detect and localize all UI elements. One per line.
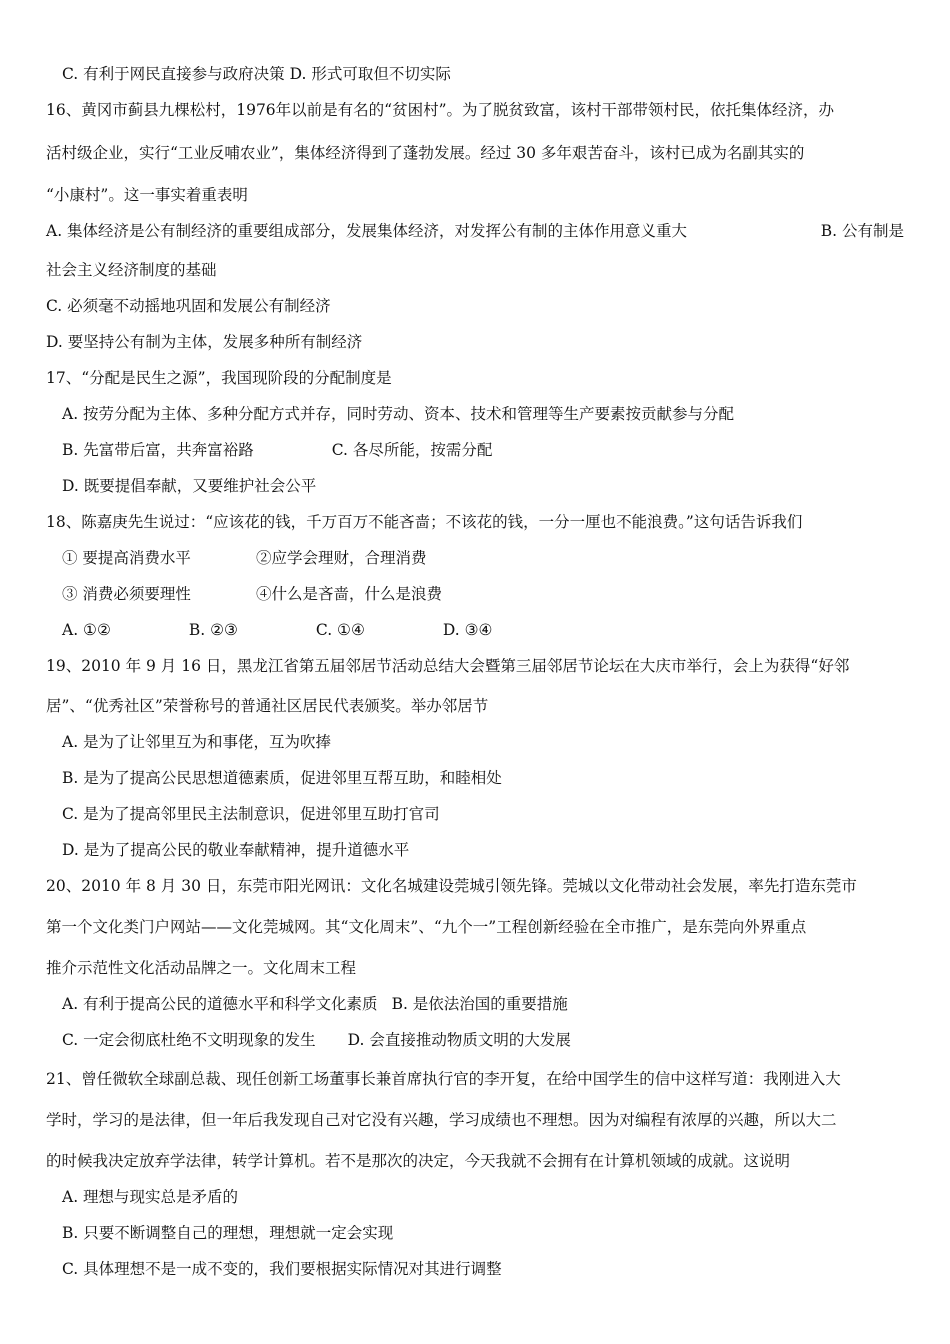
q16-option-ab-line — [46, 220, 904, 242]
q17-option-bc-line — [62, 439, 492, 461]
q20-option-b: B. 是依法治国的重要措施 — [391, 995, 568, 1013]
q20-stem-line-3: 推介示范性文化活动品牌之一。文化周末工程 — [46, 959, 357, 977]
q15-option-cd: C. 有利于网民直接参与政府决策 D. 形式可取但不切实际 — [62, 65, 451, 83]
q21-stem-line-1: 21、曾任微软全球副总裁、现任创新工场董事长兼首席执行官的李开复，在给中国学生的信中这样写道：我刚进入大 — [46, 1070, 841, 1088]
q18-option-c: C. ①④ — [315, 621, 365, 639]
q16-stem-line-2: 活村级企业，实行“工业反哺农业”，集体经济得到了蓬勃发展。经过 30 多年艰苦奋斗，该村已成为名副其实的 — [46, 144, 805, 162]
q18-option-d: D. ③④ — [442, 621, 493, 639]
q16-stem-line-3: “小康村”。这一事实着重表明 — [46, 186, 248, 204]
q16-option-b-head: B. 公有制是 — [820, 222, 904, 240]
q20-option-cd-line — [62, 1029, 571, 1051]
q16-option-c: C. 必须毫不动摇地巩固和发展公有制经济 — [46, 297, 331, 315]
q18-stem: 18、陈嘉庚先生说过：“应该花的钱，千万百万不能吝啬；不该花的钱，一分一厘也不能浪费。”这句话告诉我们 — [46, 513, 803, 531]
q20-stem-line-1: 20、2010 年 8 月 30 日，东莞市阳光网讯：文化名城建设莞城引领先锋。莞城以文化带动社会发展，率先打造东莞市 — [46, 877, 857, 895]
q20-stem-line-2: 第一个文化类门户网站——文化莞城网。其“文化周末”、“九个一”工程创新经验在全市推广，是东莞向外界重点 — [46, 918, 807, 936]
q19-option-a: A. 是为了让邻里互为和事佬，互为吹捧 — [62, 733, 332, 751]
q21-stem-line-3: 的时候我决定放弃学法律，转学计算机。若不是那次的决定，今天我就不会拥有在计算机领域的成就。这说明 — [46, 1152, 791, 1170]
q17-option-d: D. 既要提倡奉献，又要维护社会公平 — [62, 477, 317, 495]
q17-stem: 17、“分配是民生之源”，我国现阶段的分配制度是 — [46, 369, 392, 387]
q17-option-b: B. 先富带后富，共奔富裕路 — [62, 441, 254, 459]
q18-option-b: B. ②③ — [188, 621, 238, 639]
q21-option-a: A. 理想与现实总是矛盾的 — [62, 1188, 239, 1206]
q19-option-c: C. 是为了提高邻里民主法制意识，促进邻里互助打官司 — [62, 805, 440, 823]
q19-stem-line-2: 居”、“优秀社区”荣誉称号的普通社区居民代表颁奖。举办邻居节 — [46, 697, 489, 715]
q17-option-a: A. 按劳分配为主体、多种分配方式并存，同时劳动、资本、技术和管理等生产要素按贡献参与分配 — [62, 405, 735, 423]
q20-option-ab-line — [62, 993, 568, 1015]
q18-item-2: ②应学会理财，合理消费 — [255, 549, 427, 567]
q16-option-a: A. 集体经济是公有制经济的重要组成部分，发展集体经济，对发挥公有制的主体作用意义重大 — [46, 222, 688, 240]
q19-stem-line-1: 19、2010 年 9 月 16 日，黑龙江省第五届邻居节活动总结大会暨第三届邻居节论坛在大庆市举行，会上为获得“好邻 — [46, 657, 850, 675]
q18-items-row-1 — [62, 547, 426, 569]
q20-option-a: A. 有利于提高公民的道德水平和科学文化素质 — [62, 995, 378, 1013]
q18-option-a: A. ①② — [62, 621, 111, 639]
q20-option-c: C. 一定会彻底杜绝不文明现象的发生 — [62, 1031, 316, 1049]
q20-option-d: D. 会直接推动物质文明的大发展 — [347, 1031, 571, 1049]
q18-item-4: ④什么是吝啬，什么是浪费 — [255, 585, 442, 603]
q21-option-c: C. 具体理想不是一成不变的，我们要根据实际情况对其进行调整 — [62, 1260, 502, 1278]
q18-item-3: ③ 消费必须要理性 — [62, 585, 191, 603]
q21-stem-line-2: 学时，学习的是法律，但一年后我发现自己对它没有兴趣，学习成绩也不理想。因为对编程有浓厚的兴趣，所以大二 — [46, 1111, 837, 1129]
q16-stem-line-1: 16、黄冈市蓟县九棵松村，1976年以前是有名的“贫困村”。为了脱贫致富，该村干部带领村民，依托集体经济，办 — [46, 101, 835, 119]
q19-option-d: D. 是为了提高公民的敬业奉献精神，提升道德水平 — [62, 841, 410, 859]
q17-option-c: C. 各尽所能，按需分配 — [331, 441, 493, 459]
q16-option-d: D. 要坚持公有制为主体，发展多种所有制经济 — [46, 333, 363, 351]
q16-option-b-tail: 社会主义经济制度的基础 — [46, 261, 217, 279]
q18-item-1: ① 要提高消费水平 — [62, 549, 191, 567]
q18-items-row-2 — [62, 583, 442, 605]
q21-option-b: B. 只要不断调整自己的理想，理想就一定会实现 — [62, 1224, 394, 1242]
q18-options-line — [62, 619, 492, 641]
q19-option-b: B. 是为了提高公民思想道德素质，促进邻里互帮互助，和睦相处 — [62, 769, 502, 787]
